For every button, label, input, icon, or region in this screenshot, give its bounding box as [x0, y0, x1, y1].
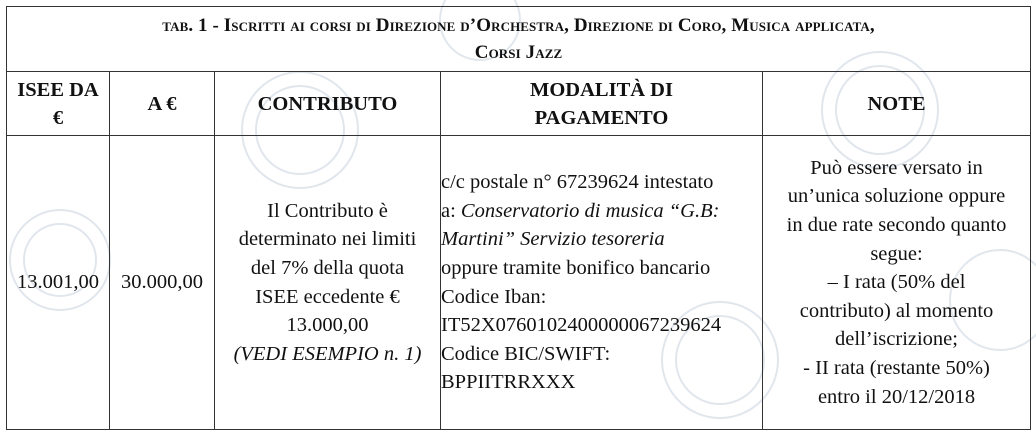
header-to: A € [110, 72, 215, 136]
cell-isee-from: 13.001,00 [7, 136, 110, 430]
cell-payment-method: c/c postale n° 67239624 intestato a: Conservatorio di musica “G.B: Martini” Servizio tesoreria oppure tramite bonifico bancario Codice Iban: IT52X0760102400000067239624 Codice BIC/SWIFT: BPPIITRRXXX [441, 136, 763, 430]
cell-to: 30.000,00 [110, 136, 215, 430]
example-reference: (VEDI ESEMPIO n. 1) [233, 342, 422, 365]
table-title-line-2: Corsi Jazz [474, 42, 563, 63]
table-title-line-1: tab. 1 - Iscritti ai corsi di Direzione d’Orchestra, Direzione di Coro, Musica applicata, [162, 15, 875, 36]
header-notes: NOTE [763, 72, 1031, 136]
header-isee-from: ISEE DA € [7, 72, 110, 136]
table-row [7, 136, 1031, 430]
cell-contribution: Il Contributo è determinato nei limiti del 7% della quota ISEE eccedente € 13.000,00 (VEDI ESEMPIO n. 1) [215, 136, 441, 430]
enrollment-fee-table [6, 6, 1031, 430]
cell-notes: Può essere versato in un’unica soluzione oppure in due rate secondo quanto segue: – I rata (50% del contributo) al momento dell’iscrizione; - II rata (restante 50%) entro il 20/12/2018 [763, 136, 1031, 430]
header-contribution: CONTRIBUTO [215, 72, 441, 136]
swift-value: BPPIITRRXXX [441, 371, 576, 394]
table-title [7, 7, 1031, 72]
iban-value: IT52X0760102400000067239624 [441, 314, 722, 337]
header-payment-method: MODALITÀ DI PAGAMENTO [441, 72, 763, 136]
